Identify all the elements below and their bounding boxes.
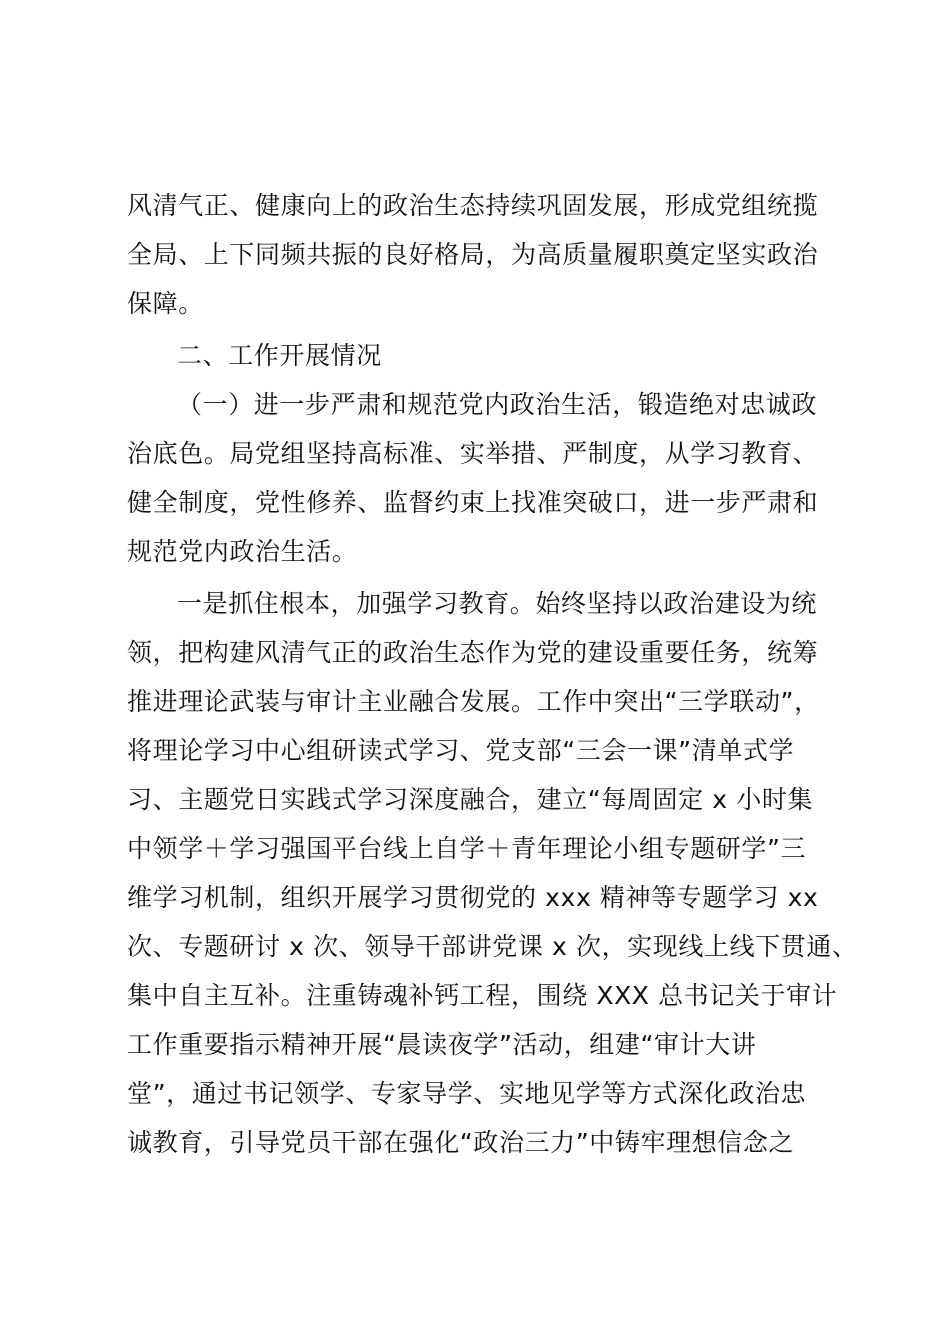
paragraph-line: 风清气正、健康向上的政治生态持续巩固发展，形成党组统揽 <box>127 191 819 220</box>
section-heading: 二、工作开展情况 <box>177 341 382 370</box>
paragraph-line: 习、主题党日实践式学习深度融合，建立“每周固定 x 小时集 <box>127 785 814 814</box>
paragraph-line: 诚教育，引导党员干部在强化“政治三力”中铸牢理想信念之 <box>127 1128 795 1157</box>
paragraph-line: 集中自主互补。注重铸魂补钙工程，围绕 XXX 总书记关于审计 <box>127 981 838 1010</box>
paragraph-line: 工作重要指示精神开展“晨读夜学”活动，组建“审计大讲 <box>127 1030 757 1059</box>
paragraph-line: 推进理论武装与审计主业融合发展。工作中突出“三学联动”， <box>127 687 820 716</box>
paragraph-line: 堂”，通过书记领学、专家导学、实地见学等方式深化政治忠 <box>127 1079 807 1108</box>
paragraph-line: 规范党内政治生活。 <box>127 537 358 566</box>
paragraph-line: 次、专题研讨 x 次、领导干部讲党课 x 次，实现线上线下贯通、 <box>127 932 858 961</box>
paragraph-line: 治底色。局党组坚持高标准、实举措、严制度，从学习教育、 <box>127 439 819 468</box>
paragraph-line: 全局、上下同频共振的良好格局，为高质量履职奠定坚实政治 <box>127 240 819 269</box>
paragraph-line: 中领学＋学习强国平台线上自学＋青年理论小组专题研学”三 <box>127 834 807 863</box>
paragraph-line: 领，把构建风清气正的政治生态作为党的建设重要任务，统筹 <box>127 638 819 667</box>
paragraph-line: 一是抓住根本，加强学习教育。始终坚持以政治建设为统 <box>177 589 818 618</box>
paragraph-line: 保障。 <box>127 289 204 318</box>
paragraph-line: 将理论学习中心组研读式学习、党支部“三会一课”清单式学 <box>127 736 795 765</box>
paragraph-line: 健全制度，党性修养、监督约束上找准突破口，进一步严肃和 <box>127 488 819 517</box>
paragraph-line: 维学习机制，组织开展学习贯彻党的 xxx 精神等专题学习 xx <box>127 883 819 912</box>
subsection-heading: （一）进一步严肃和规范党内政治生活，锻造绝对忠诚政 <box>177 390 818 419</box>
